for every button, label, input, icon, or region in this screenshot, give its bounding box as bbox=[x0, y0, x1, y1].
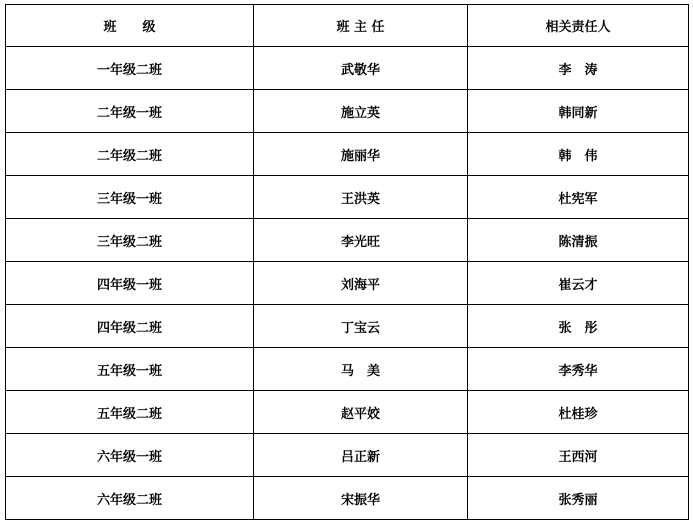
table-row bbox=[6, 176, 689, 219]
responsible-person-cell: 杜宪军 bbox=[468, 176, 689, 219]
responsible-person-cell: 韩同新 bbox=[468, 90, 689, 133]
class-cell: 五年级一班 bbox=[6, 348, 254, 391]
responsible-person-cell: 杜桂珍 bbox=[468, 391, 689, 434]
head-teacher-cell: 宋振华 bbox=[254, 477, 468, 520]
table-row bbox=[6, 133, 689, 176]
responsible-person-cell: 韩 伟 bbox=[468, 133, 689, 176]
responsible-person-cell: 张秀丽 bbox=[468, 477, 689, 520]
responsible-person-cell: 李秀华 bbox=[468, 348, 689, 391]
table-row bbox=[6, 90, 689, 133]
class-cell: 三年级一班 bbox=[6, 176, 254, 219]
responsible-person-cell: 崔云才 bbox=[468, 262, 689, 305]
class-cell: 四年级二班 bbox=[6, 305, 254, 348]
class-cell: 五年级二班 bbox=[6, 391, 254, 434]
header-responsible-person: 相关责任人 bbox=[468, 5, 689, 47]
responsible-person-cell: 李 涛 bbox=[468, 47, 689, 90]
class-cell: 六年级二班 bbox=[6, 477, 254, 520]
table-row bbox=[6, 477, 689, 520]
head-teacher-cell: 赵平姣 bbox=[254, 391, 468, 434]
table-row bbox=[6, 47, 689, 90]
table-header-row bbox=[6, 5, 689, 47]
head-teacher-cell: 武敬华 bbox=[254, 47, 468, 90]
table-row bbox=[6, 219, 689, 262]
class-cell: 六年级一班 bbox=[6, 434, 254, 477]
table-row bbox=[6, 434, 689, 477]
table-row bbox=[6, 262, 689, 305]
head-teacher-cell: 王洪英 bbox=[254, 176, 468, 219]
head-teacher-cell: 马 美 bbox=[254, 348, 468, 391]
responsible-person-cell: 张 彤 bbox=[468, 305, 689, 348]
header-head-teacher: 班 主 任 bbox=[254, 5, 468, 47]
head-teacher-cell: 吕正新 bbox=[254, 434, 468, 477]
table-row bbox=[6, 391, 689, 434]
head-teacher-cell: 丁宝云 bbox=[254, 305, 468, 348]
table-row bbox=[6, 348, 689, 391]
head-teacher-cell: 李光旺 bbox=[254, 219, 468, 262]
head-teacher-cell: 刘海平 bbox=[254, 262, 468, 305]
class-responsibility-table bbox=[5, 4, 689, 520]
responsible-person-cell: 王西河 bbox=[468, 434, 689, 477]
head-teacher-cell: 施丽华 bbox=[254, 133, 468, 176]
class-cell: 三年级二班 bbox=[6, 219, 254, 262]
responsible-person-cell: 陈清振 bbox=[468, 219, 689, 262]
class-cell: 二年级二班 bbox=[6, 133, 254, 176]
class-cell: 二年级一班 bbox=[6, 90, 254, 133]
class-cell: 四年级一班 bbox=[6, 262, 254, 305]
head-teacher-cell: 施立英 bbox=[254, 90, 468, 133]
header-class: 班 级 bbox=[6, 5, 254, 47]
table-row bbox=[6, 305, 689, 348]
class-cell: 一年级二班 bbox=[6, 47, 254, 90]
